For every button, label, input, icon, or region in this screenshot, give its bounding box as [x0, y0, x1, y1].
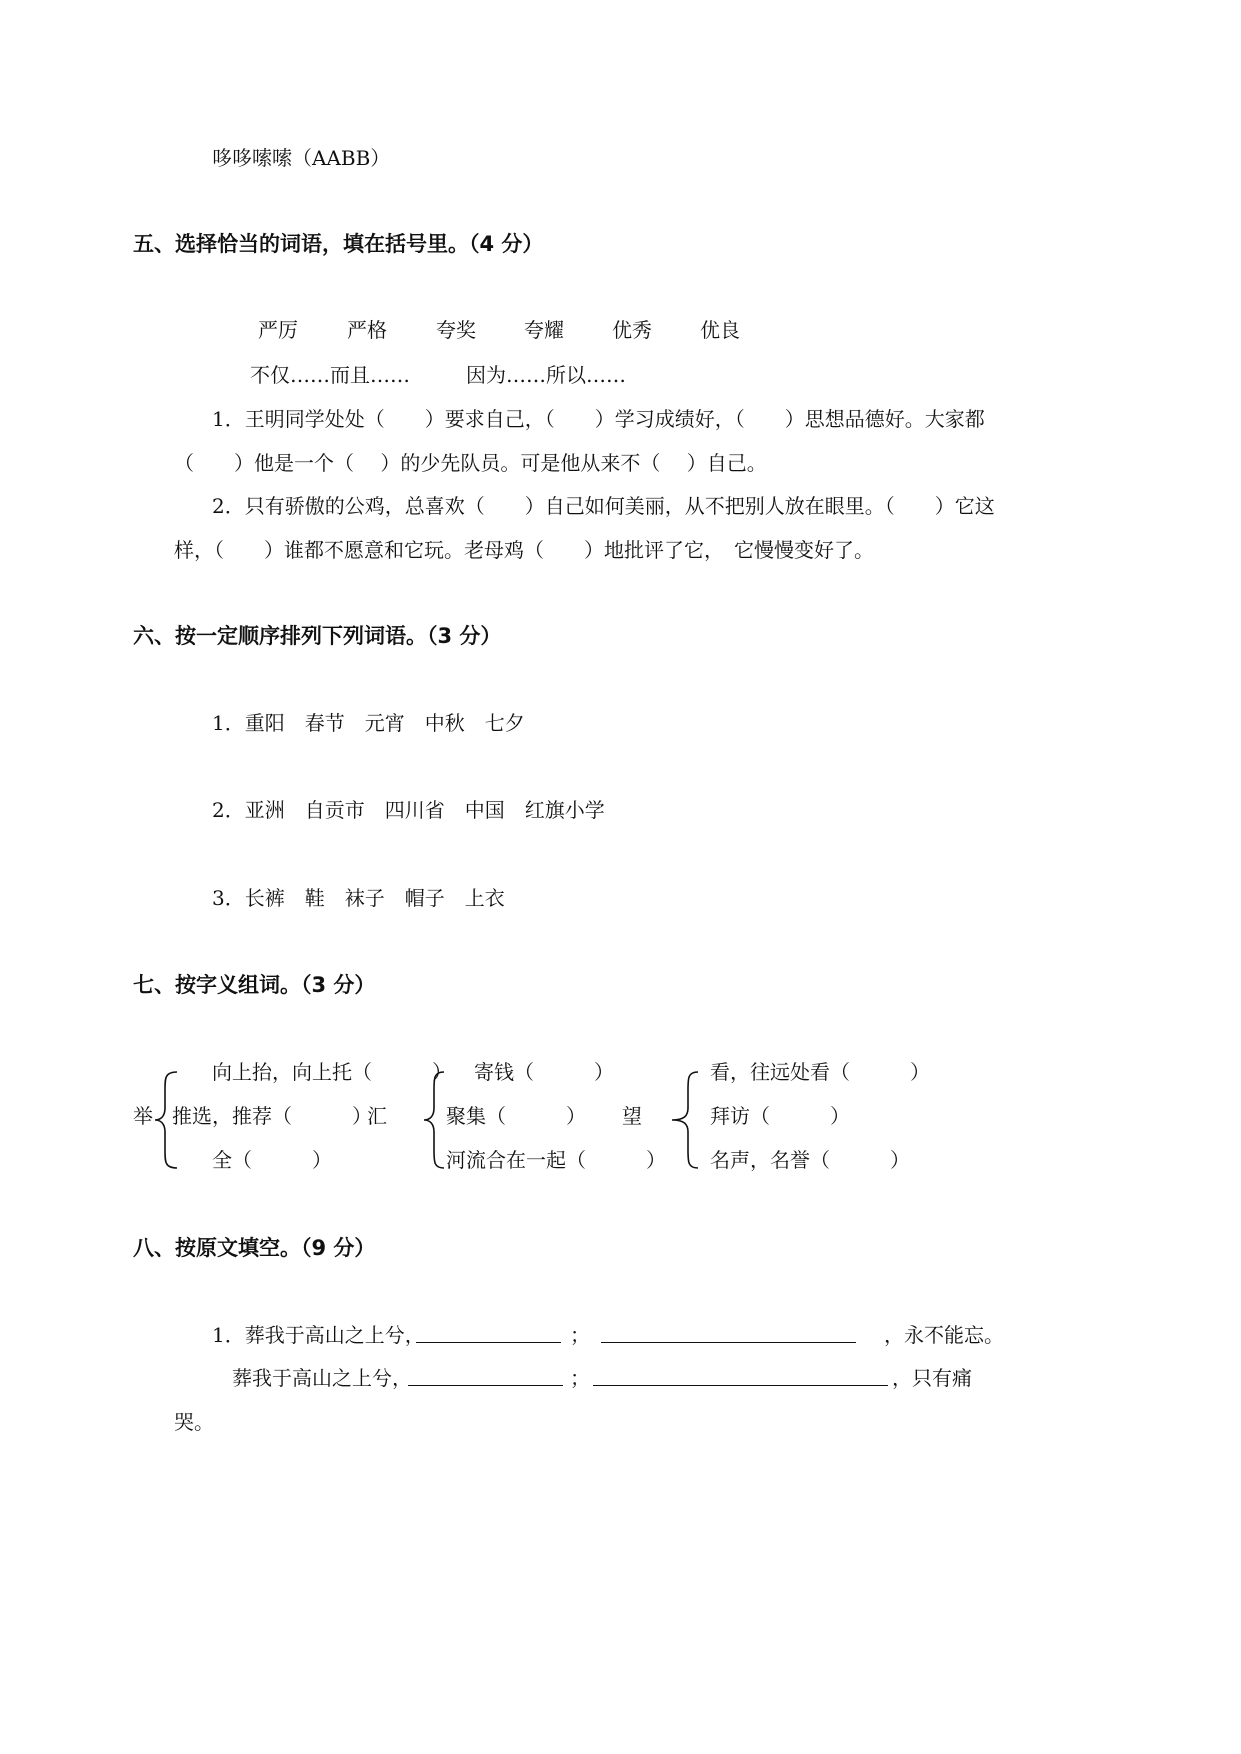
- poem-line-1-start: 1．葬我于高山之上兮，: [212, 1323, 425, 1347]
- question-2-line-2: 样，（ ）谁都不愿意和它玩。老母鸡（ ）地批评了它， 它慢慢变好了。: [174, 538, 874, 562]
- separator: ；: [570, 1366, 590, 1390]
- meaning-hui-2: 聚集（ ）: [446, 1104, 586, 1128]
- word-option: 夸奖: [436, 318, 476, 342]
- meaning-ju-1: 向上抬，向上托（ ）: [212, 1060, 452, 1084]
- section-6-heading: 六、按一定顺序排列下列词语。（3 分）: [133, 624, 502, 648]
- word-option: 夸耀: [524, 318, 564, 342]
- section-7-heading: 七、按字义组词。（3 分）: [133, 973, 376, 997]
- question-2-line-1: 2．只有骄傲的公鸡，总喜欢（ ）自己如何美丽，从不把别人放在眼里。（ ）它这: [212, 494, 995, 518]
- meaning-ju-3: 全（ ）: [212, 1148, 332, 1172]
- word-option: 严厉: [258, 318, 298, 342]
- poem-line-2-start: 葬我于高山之上兮，: [232, 1366, 412, 1390]
- word-option: 优良: [700, 318, 740, 342]
- poem-line-3: 哭。: [174, 1410, 214, 1434]
- character-hui: 汇: [367, 1104, 387, 1128]
- meaning-hui-1: 寄钱（ ）: [474, 1060, 614, 1084]
- section-5-heading: 五、选择恰当的词语，填在括号里。（4 分）: [133, 232, 544, 256]
- top-line: 哆哆嗦嗦（AABB）: [212, 146, 391, 170]
- poem-line-1-end: ，永不能忘。: [884, 1323, 1004, 1347]
- fill-blank[interactable]: [408, 1385, 563, 1386]
- word-option: 优秀: [612, 318, 652, 342]
- character-wang: 望: [622, 1104, 642, 1128]
- fill-blank[interactable]: [601, 1342, 856, 1343]
- ordering-item: 3．长裤 鞋 袜子 帽子 上衣: [212, 886, 505, 910]
- meaning-hui-3: 河流合在一起（ ）: [446, 1148, 666, 1172]
- section-8-heading: 八、按原文填空。（9 分）: [133, 1236, 376, 1260]
- separator: ；: [570, 1323, 590, 1347]
- conjunction-option: 因为……所以……: [466, 363, 626, 387]
- fill-blank[interactable]: [593, 1385, 888, 1386]
- ordering-item: 2．亚洲 自贡市 四川省 中国 红旗小学: [212, 798, 605, 822]
- meaning-wang-2: 拜访（ ）: [710, 1104, 850, 1128]
- meaning-ju-2: 推选，推荐（ ）: [172, 1104, 372, 1128]
- meaning-wang-1: 看，往远处看（ ）: [710, 1060, 930, 1084]
- curly-brace-icon: [668, 1070, 702, 1170]
- ordering-item: 1．重阳 春节 元宵 中秋 七夕: [212, 711, 525, 735]
- poem-line-2-end: ，只有痛: [892, 1366, 972, 1390]
- word-option: 严格: [347, 318, 387, 342]
- character-ju: 举: [133, 1104, 153, 1128]
- conjunction-option: 不仅……而且……: [250, 363, 410, 387]
- question-1-line-1: 1．王明同学处处（ ）要求自己，（ ）学习成绩好，（ ）思想品德好。大家都: [212, 407, 985, 431]
- question-1-line-2: （ ）他是一个（ ）的少先队员。可是他从来不（ ）自己。: [174, 451, 767, 475]
- meaning-wang-3: 名声，名誉（ ）: [710, 1148, 910, 1172]
- fill-blank[interactable]: [416, 1342, 561, 1343]
